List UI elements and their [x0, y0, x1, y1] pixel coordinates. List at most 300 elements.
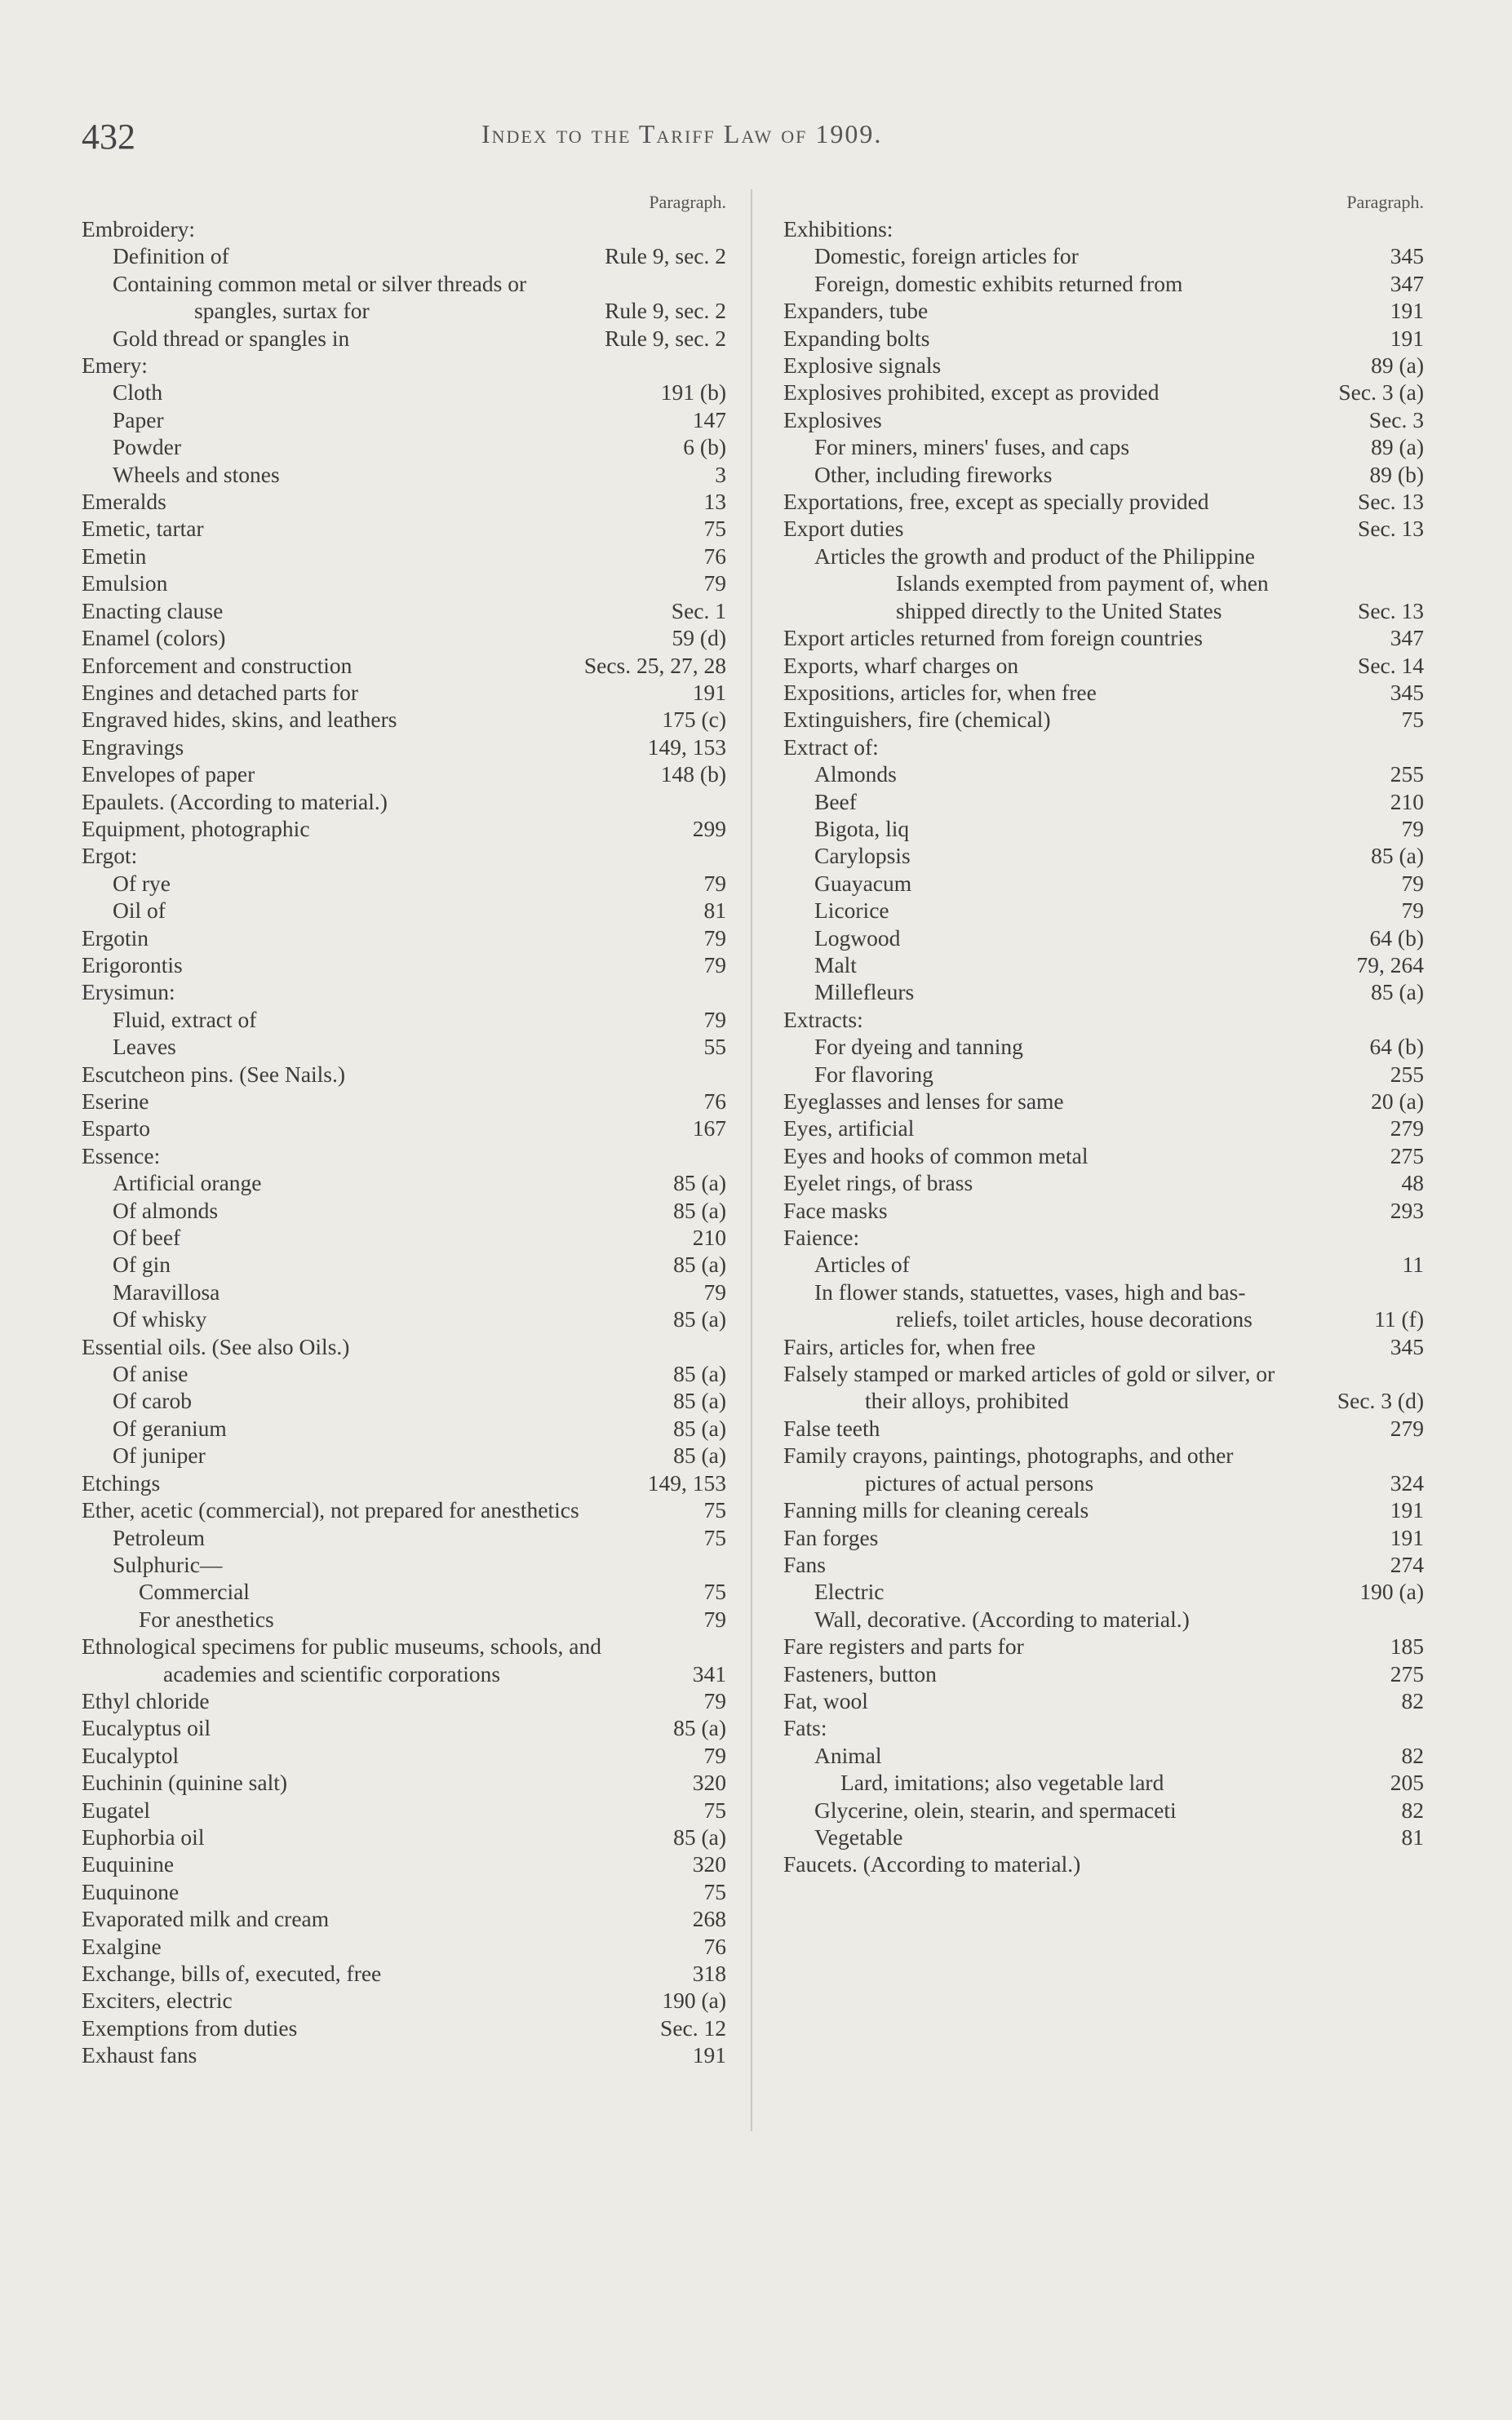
- index-entry: [783, 1169, 1424, 1196]
- index-entry: [82, 1824, 726, 1850]
- index-entry: [814, 1797, 1424, 1824]
- paragraph-reference: Sec. 13: [1353, 515, 1424, 542]
- index-entry: [814, 461, 1424, 488]
- index-entry: [783, 1142, 1424, 1169]
- index-entry: [113, 1387, 726, 1414]
- index-entry: [783, 624, 1424, 651]
- index-entry-text: Almonds: [814, 761, 897, 787]
- paragraph-reference: Sec. 1: [667, 597, 726, 624]
- index-entry-text: Expanders, tube: [783, 298, 929, 324]
- paragraph-reference: 205: [1386, 1769, 1424, 1796]
- index-entry-text: Ergotin: [82, 924, 149, 951]
- index-entry-text: Engines and detached parts for: [82, 679, 359, 705]
- paragraph-reference: 76: [699, 1088, 727, 1115]
- index-entry-text: In flower stands, statuettes, vases, high and bas-reliefs, toilet articles, house decorations: [814, 1279, 1253, 1332]
- paragraph-reference: 191: [1386, 1496, 1424, 1523]
- index-entry-text: Logwood: [814, 924, 901, 951]
- index-entry: [783, 1360, 1424, 1415]
- index-entry-text: Explosive signals: [783, 352, 942, 379]
- paragraph-reference: 76: [699, 543, 727, 570]
- paragraph-reference: 85 (a): [668, 1387, 726, 1414]
- paragraph-reference: 320: [688, 1769, 726, 1796]
- paragraph-reference: 210: [1386, 788, 1424, 815]
- index-entry: [113, 1360, 726, 1387]
- index-entry: [82, 978, 726, 1005]
- index-entry: [783, 1524, 1424, 1551]
- index-entry: [814, 978, 1424, 1005]
- paragraph-reference: Secs. 25, 27, 28: [579, 652, 726, 679]
- paragraph-reference: Sec. 14: [1353, 652, 1424, 679]
- paragraph-reference: 64 (b): [1365, 924, 1424, 951]
- index-entry: [783, 679, 1424, 706]
- index-entry: [783, 1088, 1424, 1115]
- index-entry-text: Foreign, domestic exhibits returned from: [814, 270, 1183, 296]
- index-entry: [783, 1850, 1424, 1877]
- index-entry: [783, 1633, 1424, 1660]
- paragraph-reference: 85 (a): [668, 1442, 726, 1469]
- right-index-column: [783, 189, 1424, 1878]
- index-entry-text: Expanding bolts: [783, 325, 930, 351]
- index-entry: [82, 1933, 726, 1960]
- index-entry-text: Embroidery:: [82, 216, 195, 242]
- paragraph-reference: Sec. 13: [1353, 597, 1424, 624]
- paragraph-reference: 81: [1397, 1824, 1425, 1850]
- index-entry: [814, 760, 1424, 787]
- index-entry-text: False teeth: [783, 1415, 880, 1441]
- paragraph-reference: 320: [688, 1850, 726, 1877]
- index-entry-text: Esparto: [82, 1115, 151, 1141]
- right-entries: [783, 215, 1424, 1878]
- paragraph-reference: 191 (b): [656, 379, 726, 406]
- index-entry: [814, 870, 1424, 897]
- page-number: 432: [82, 117, 135, 157]
- paragraph-reference: 79: [699, 870, 727, 897]
- index-entry-text: Eyes and hooks of common metal: [783, 1142, 1089, 1168]
- index-entry-text: Oil of: [113, 898, 166, 924]
- paragraph-reference: Sec. 12: [655, 2014, 726, 2041]
- index-entry-text: Of juniper: [113, 1443, 206, 1469]
- paragraph-reference: 20 (a): [1366, 1088, 1424, 1115]
- index-entry: [814, 433, 1424, 460]
- index-entry: [82, 215, 726, 242]
- index-entry-text: Eserine: [82, 1088, 149, 1114]
- index-entry-text: Lard, imitations; also vegetable lard: [840, 1770, 1164, 1796]
- index-entry: [783, 1006, 1424, 1033]
- index-entry-text: For dyeing and tanning: [814, 1034, 1023, 1060]
- paragraph-reference: 82: [1397, 1797, 1425, 1824]
- index-entry-text: Exalgine: [82, 1933, 162, 1959]
- index-entry: [783, 215, 1424, 242]
- index-entry-text: Licorice: [814, 898, 889, 924]
- index-entry: [783, 1687, 1424, 1714]
- index-entry: [82, 1769, 726, 1796]
- index-entry-text: Domestic, foreign articles for: [814, 243, 1079, 269]
- index-entry: [82, 760, 726, 787]
- index-entry: [82, 1142, 726, 1169]
- paragraph-reference: 324: [1386, 1469, 1424, 1496]
- paragraph-reference: 147: [688, 406, 726, 433]
- paragraph-reference: 75: [699, 1878, 727, 1905]
- index-entry: [814, 1251, 1424, 1278]
- paragraph-reference: 85 (a): [668, 1415, 726, 1442]
- paragraph-reference: 345: [1386, 679, 1424, 706]
- index-entry-text: Animal: [814, 1742, 882, 1768]
- index-entry: [82, 679, 726, 706]
- paragraph-reference: 190 (a): [1355, 1578, 1424, 1605]
- index-entry-text: Of anise: [113, 1361, 188, 1387]
- index-entry: [783, 515, 1424, 542]
- index-entry-text: Vegetable: [814, 1824, 903, 1850]
- paragraph-reference: 149, 153: [643, 1469, 726, 1496]
- paragraph-reference: 185: [1386, 1633, 1424, 1660]
- index-entry-text: Of almonds: [113, 1197, 219, 1223]
- index-entry-text: Extracts:: [783, 1006, 863, 1032]
- paragraph-reference: 79: [699, 1279, 727, 1305]
- index-entry-text: For anesthetics: [139, 1606, 274, 1632]
- index-entry-text: Ethyl chloride: [82, 1687, 210, 1713]
- index-entry: [113, 897, 726, 924]
- paragraph-reference: 85 (a): [668, 1169, 726, 1196]
- left-column-heading: Paragraph.: [649, 192, 726, 212]
- index-entry: [783, 652, 1424, 679]
- paragraph-reference: 79: [699, 1687, 727, 1714]
- index-entry: [113, 1006, 726, 1033]
- paragraph-reference: Sec. 3 (a): [1333, 379, 1424, 406]
- paragraph-reference: 341: [688, 1660, 726, 1687]
- index-entry: [783, 1551, 1424, 1578]
- paragraph-reference: 85 (a): [668, 1824, 726, 1850]
- paragraph-reference: 75: [699, 1524, 727, 1551]
- index-entry-text: Emery:: [82, 352, 148, 379]
- index-entry-text: Erysimun:: [82, 979, 175, 1005]
- paragraph-reference: 279: [1386, 1115, 1424, 1141]
- index-entry: [113, 1415, 726, 1442]
- index-entry-text: Face masks: [783, 1197, 888, 1223]
- index-entry-text: Electric: [814, 1579, 885, 1605]
- index-entry: [113, 406, 726, 433]
- index-entry-text: Export duties: [783, 516, 904, 542]
- index-entry-text: Exhibitions:: [783, 216, 893, 242]
- index-entry: [82, 1987, 726, 2014]
- paragraph-reference: 79: [699, 1742, 727, 1769]
- index-entry-text: Engraved hides, skins, and leathers: [82, 707, 397, 733]
- index-entry-text: Glycerine, olein, stearin, and spermaceti: [814, 1797, 1177, 1823]
- index-entry: [82, 1878, 726, 1905]
- index-entry: [82, 624, 726, 651]
- index-entry-text: Articles the growth and product of the Philippine Islands exempted from payment of, when shipped directly to the United States: [814, 543, 1269, 623]
- index-entry-text: Falsely stamped or marked articles of gold or silver, or their alloys, prohibited: [783, 1361, 1275, 1414]
- paragraph-reference: 79: [1397, 897, 1425, 924]
- paragraph-reference: 75: [699, 1797, 727, 1824]
- paragraph-reference: Sec. 13: [1353, 488, 1424, 515]
- paragraph-reference: 293: [1386, 1197, 1424, 1224]
- index-entry-text: Exportations, free, except as specially provided: [783, 489, 1209, 515]
- index-entry: [814, 242, 1424, 269]
- index-entry: [814, 897, 1424, 924]
- index-entry: [113, 1524, 726, 1551]
- index-entry: [113, 461, 726, 488]
- index-entry: [82, 352, 726, 379]
- index-entry-text: Gold thread or spangles in: [113, 325, 350, 351]
- index-entry: [82, 734, 726, 760]
- index-entry: [82, 570, 726, 596]
- paragraph-reference: 318: [688, 1960, 726, 1987]
- index-entry-text: Wall, decorative. (According to material.): [814, 1606, 1190, 1632]
- index-entry-text: Emetin: [82, 543, 147, 569]
- index-entry-text: Definition of: [113, 243, 229, 269]
- paragraph-reference: 85 (a): [1366, 842, 1424, 869]
- index-entry: [814, 842, 1424, 869]
- index-entry-text: Sulphuric—: [113, 1551, 223, 1577]
- index-entry-text: Escutcheon pins. (See Nails.): [82, 1061, 346, 1087]
- index-entry: [82, 924, 726, 951]
- index-entry: [113, 1033, 726, 1060]
- index-entry-text: Eucalyptus oil: [82, 1715, 211, 1741]
- index-entry: [783, 488, 1424, 515]
- index-entry: [783, 1115, 1424, 1141]
- index-entry: [814, 788, 1424, 815]
- index-entry-text: Faience:: [783, 1225, 860, 1251]
- running-head: Index to the Tariff Law of 1909.: [481, 119, 883, 148]
- index-entry: [82, 1714, 726, 1741]
- index-entry-text: Eyes, artificial: [783, 1115, 915, 1141]
- index-entry-text: Emetic, tartar: [82, 516, 204, 542]
- index-entry-text: Expositions, articles for, when free: [783, 679, 1097, 705]
- paragraph-reference: 191: [1386, 1524, 1424, 1551]
- index-entry: [82, 1850, 726, 1877]
- paragraph-reference: 191: [688, 2041, 726, 2068]
- paragraph-reference: 6 (b): [678, 433, 726, 460]
- index-entry-text: Fare registers and parts for: [783, 1633, 1024, 1660]
- index-entry-text: Etchings: [82, 1469, 161, 1496]
- paragraph-reference: 167: [688, 1115, 726, 1141]
- index-entry-text: Fats:: [783, 1715, 827, 1741]
- paragraph-reference: 299: [688, 815, 726, 842]
- index-entry-text: For miners, miners' fuses, and caps: [814, 434, 1130, 460]
- index-entry: [814, 1578, 1424, 1605]
- index-entry: [82, 1333, 726, 1360]
- index-entry-text: Exchange, bills of, executed, free: [82, 1961, 382, 1986]
- index-entry-text: Of beef: [113, 1225, 181, 1251]
- index-entry: [82, 515, 726, 542]
- index-entry-text: Extinguishers, fire (chemical): [783, 707, 1051, 733]
- index-entry-text: Paper: [113, 406, 164, 432]
- paragraph-reference: 148 (b): [656, 760, 726, 787]
- index-entry: [82, 2014, 726, 2041]
- index-entry: [82, 1633, 726, 1687]
- index-entry: [82, 2041, 726, 2068]
- paragraph-reference: 275: [1386, 1660, 1424, 1687]
- index-entry-text: Epaulets. (According to material.): [82, 788, 388, 814]
- index-entry: [113, 1169, 726, 1196]
- index-entry: [113, 1279, 726, 1305]
- index-entry-text: Fat, wool: [783, 1687, 868, 1713]
- paragraph-reference: 347: [1386, 270, 1424, 297]
- index-entry: [82, 1797, 726, 1824]
- index-entry-text: Explosives prohibited, except as provided: [783, 379, 1159, 406]
- paragraph-reference: 279: [1386, 1415, 1424, 1442]
- paragraph-reference: 85 (a): [668, 1197, 726, 1224]
- index-entry-text: Euchinin (quinine salt): [82, 1770, 288, 1796]
- index-entry-text: Fluid, extract of: [113, 1006, 257, 1032]
- index-entry: [814, 543, 1424, 624]
- index-entry-text: Exemptions from duties: [82, 2014, 298, 2041]
- index-entry-text: Euphorbia oil: [82, 1824, 205, 1850]
- paragraph-reference: 210: [688, 1224, 726, 1251]
- paragraph-reference: 191: [1386, 325, 1424, 352]
- index-entry: [783, 734, 1424, 760]
- index-entry: [814, 1061, 1424, 1088]
- paragraph-reference: 274: [1386, 1551, 1424, 1578]
- index-entry-text: Emeralds: [82, 489, 166, 515]
- index-entry-text: Erigorontis: [82, 951, 183, 977]
- index-entry: [783, 379, 1424, 406]
- paragraph-reference: 76: [699, 1933, 727, 1960]
- index-entry-text: Millefleurs: [814, 979, 915, 1005]
- paragraph-reference: 75: [699, 1578, 727, 1605]
- index-entry-text: Powder: [113, 434, 182, 460]
- index-entry: [82, 488, 726, 515]
- paragraph-reference: 79: [1397, 870, 1425, 897]
- paragraph-reference: 85 (a): [668, 1714, 726, 1741]
- paragraph-reference: Sec. 3 (d): [1332, 1387, 1424, 1414]
- index-entry-text: Articles of: [814, 1252, 910, 1278]
- index-entry-text: Envelopes of paper: [82, 761, 255, 787]
- paragraph-reference: 79: [699, 1606, 727, 1633]
- index-entry: [139, 1578, 726, 1605]
- index-entry: [82, 1742, 726, 1769]
- paragraph-reference: 85 (a): [668, 1305, 726, 1332]
- index-entry-text: Beef: [814, 788, 857, 814]
- index-entry-text: Carylopsis: [814, 843, 911, 869]
- paragraph-reference: 79: [699, 1006, 727, 1033]
- paragraph-reference: 59 (d): [667, 624, 726, 651]
- index-entry-text: Emulsion: [82, 570, 168, 596]
- index-entry: [82, 1115, 726, 1141]
- paragraph-reference: 345: [1386, 1333, 1424, 1360]
- index-entry: [814, 1279, 1424, 1333]
- index-entry-text: Wheels and stones: [113, 461, 280, 487]
- index-entry-text: Essential oils. (See also Oils.): [82, 1333, 350, 1359]
- index-entry-text: Of whisky: [113, 1306, 207, 1332]
- index-entry: [814, 1824, 1424, 1850]
- index-entry: [783, 1197, 1424, 1224]
- index-entry-text: Eyelet rings, of brass: [783, 1170, 973, 1196]
- index-entry-text: Enamel (colors): [82, 625, 226, 651]
- paragraph-reference: Rule 9, sec. 2: [600, 242, 726, 269]
- index-entry-text: Evaporated milk and cream: [82, 1906, 330, 1932]
- paragraph-reference: 11: [1398, 1251, 1424, 1278]
- index-entry: [783, 1415, 1424, 1442]
- paragraph-reference: 11 (f): [1369, 1305, 1424, 1332]
- index-entry: [113, 379, 726, 406]
- index-entry: [783, 1333, 1424, 1360]
- paragraph-reference: 255: [1386, 760, 1424, 787]
- paragraph-reference: 345: [1386, 242, 1424, 269]
- paragraph-reference: 275: [1386, 1142, 1424, 1169]
- paragraph-reference: 79, 264: [1352, 951, 1425, 978]
- index-entry: [82, 597, 726, 624]
- index-entry-text: Ether, acetic (commercial), not prepared for anesthetics: [82, 1497, 579, 1523]
- paragraph-reference: 85 (a): [1366, 978, 1424, 1005]
- paragraph-reference: 255: [1386, 1061, 1424, 1088]
- paragraph-reference: 190 (a): [657, 1987, 726, 2014]
- index-entry-text: Eugatel: [82, 1797, 150, 1823]
- index-entry: [783, 1442, 1424, 1496]
- paragraph-reference: 48: [1397, 1169, 1425, 1196]
- index-entry: [113, 1224, 726, 1251]
- index-entry-text: Of geranium: [113, 1415, 227, 1441]
- index-entry-text: Ergot:: [82, 843, 138, 869]
- index-entry: [113, 1251, 726, 1278]
- index-entry: [783, 1660, 1424, 1687]
- index-entry-text: Other, including fireworks: [814, 461, 1053, 487]
- left-index-column: [82, 189, 726, 2069]
- index-entry: [82, 1469, 726, 1496]
- paragraph-reference: 175 (c): [657, 706, 726, 733]
- index-entry-text: Faucets. (According to material.): [783, 1851, 1081, 1877]
- paragraph-reference: 89 (a): [1366, 433, 1424, 460]
- index-entry: [814, 270, 1424, 297]
- index-entry: [113, 1305, 726, 1332]
- index-entry-text: Eucalyptol: [82, 1742, 180, 1768]
- index-entry: [814, 1033, 1424, 1060]
- index-entry-text: Bigota, liq: [814, 815, 910, 841]
- index-entry: [82, 1088, 726, 1115]
- index-entry: [783, 406, 1424, 433]
- index-entry-text: Petroleum: [113, 1524, 206, 1550]
- paragraph-reference: 79: [699, 951, 727, 978]
- paragraph-reference: 3: [710, 461, 726, 488]
- paragraph-reference: 89 (b): [1365, 461, 1424, 488]
- paragraph-reference: Rule 9, sec. 2: [600, 325, 726, 352]
- index-entry: [82, 652, 726, 679]
- index-entry: [82, 842, 726, 869]
- right-column-heading: Paragraph.: [1346, 192, 1424, 212]
- index-entry: [82, 788, 726, 815]
- paragraph-reference: 81: [699, 897, 727, 924]
- index-entry-text: Fan forges: [783, 1524, 879, 1550]
- index-entry: [783, 706, 1424, 733]
- index-entry: [783, 1224, 1424, 1251]
- index-entry-text: Containing common metal or silver threads or spangles, surtax for: [113, 270, 527, 324]
- index-entry: [783, 1496, 1424, 1523]
- index-entry-text: Fasteners, button: [783, 1660, 937, 1686]
- index-entry-text: Explosives: [783, 406, 882, 432]
- index-entry-text: For flavoring: [814, 1061, 933, 1087]
- index-entry-text: Guayacum: [814, 870, 912, 896]
- paragraph-reference: 268: [688, 1905, 726, 1932]
- index-entry: [113, 1197, 726, 1224]
- index-entry: [82, 951, 726, 978]
- index-entry: [113, 270, 726, 325]
- paragraph-reference: 13: [699, 488, 727, 515]
- paragraph-reference: 75: [699, 1496, 727, 1523]
- index-entry-text: Enacting clause: [82, 597, 224, 623]
- index-entry-text: Essence:: [82, 1142, 161, 1168]
- index-entry: [82, 1061, 726, 1088]
- paragraph-reference: 149, 153: [643, 734, 726, 760]
- paragraph-reference: 85 (a): [668, 1251, 726, 1278]
- index-entry: [113, 433, 726, 460]
- index-entry: [814, 1606, 1424, 1633]
- index-entry-text: Enforcement and construction: [82, 652, 353, 678]
- index-entry-text: Exciters, electric: [82, 1988, 233, 2014]
- index-entry-text: Commercial: [139, 1579, 250, 1605]
- index-entry-text: Of gin: [113, 1252, 171, 1278]
- index-entry: [783, 352, 1424, 379]
- index-entry: [113, 242, 726, 269]
